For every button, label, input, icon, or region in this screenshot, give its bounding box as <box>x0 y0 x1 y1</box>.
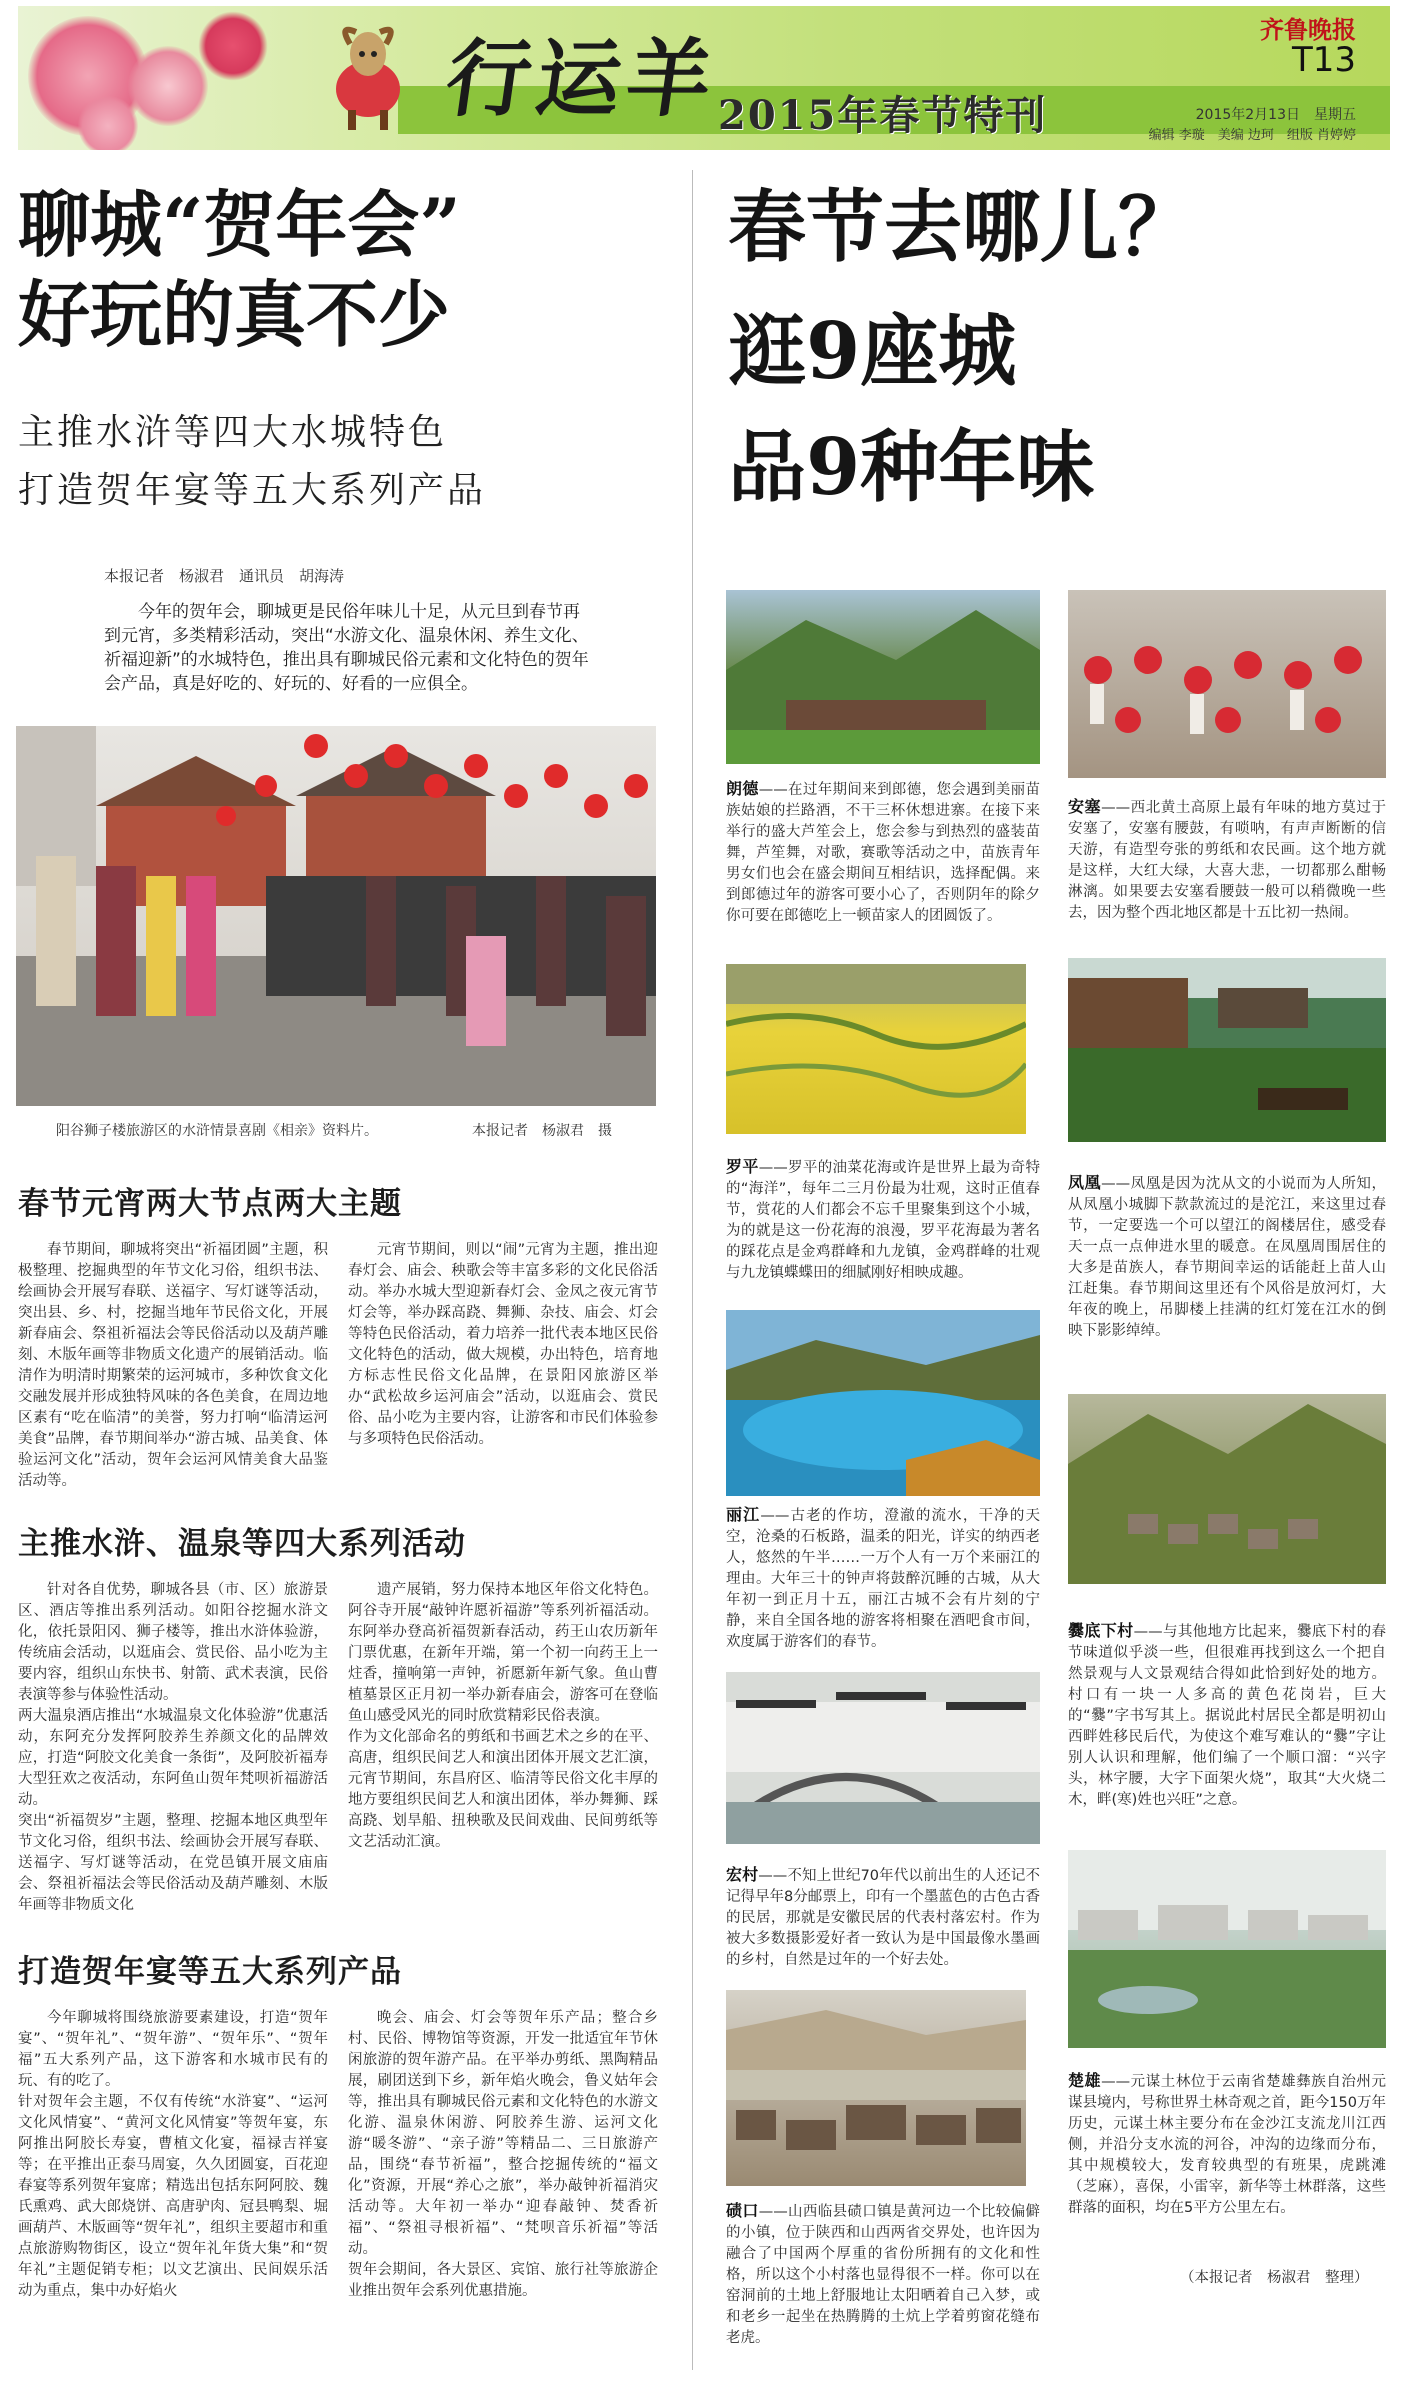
special-edition-label: 2015年春节特刊 <box>718 92 1048 139</box>
article-column: 晚会、庙会、灯会等贺年乐产品；整合乡村、民俗、博物馆等资源，开发一批适宜年节休闲旅游的贺年游产品。在平举办剪纸、黑陶精品展，刷团送到下乡，新年焰火晚会，鲁义姑年会等，推出具有聊城民俗元素和文化特色的水游文化游、温泉休闲游、阿胶养生游、运河文化游“暖冬游”、“亲子游”等精品二、三日旅游产品，围绕“春节祈福”，整合挖掘传统的“福文化”资源，开展“养心之旅”，举办敲钟祈福消灾活动等。大年初一举办“迎春敲钟、焚香祈福”、“祭祖寻根祈福”、“梵呗音乐祈福”等活动。 贺年会期间，各大景区、宾馆、旅行社等旅游企业推出贺年会系列优惠措施。 <box>348 2010 658 2299</box>
right-headline-line3: 品9种年味 <box>728 422 1095 513</box>
destination-name: 安塞 <box>1068 797 1102 816</box>
destination-text: ——古老的作坊，澄澈的流水，干净的天空，沧桑的石板路，温柔的阳光，详实的纳西老人，悠然的午半……一万个人有一万个来丽江的理由。大年三十的钟声将鼓醉沉睡的古城，从大年初一到正月十五，丽江古城不会有片刻的宁静，来自全国各地的游客将相聚在酒吧食市间，欢度属于游客们的春节。 <box>726 1508 1040 1650</box>
destination-text: ——西北黄土高原上最有年味的地方莫过于安塞了，安塞有腰鼓，有唢呐，有声声断断的信天游，有造型夸张的剪纸和农民画。这个地方就是这样，大红大绿，大喜大悲，一切都那么酣畅淋漓。如果要去安塞看腰鼓一般可以稍微晚一些去，因为整个西北地区都是十五比初一热闹。 <box>1068 800 1386 921</box>
destination-name: 凤凰 <box>1068 1173 1102 1192</box>
destination-fenghuang <box>1068 1172 1386 1342</box>
column-title: 行运羊 <box>440 29 725 128</box>
destination-hongcun <box>726 1864 1040 1971</box>
destination-ansai <box>1068 796 1386 924</box>
fenghuang-photo <box>1068 958 1386 1142</box>
qikou-photo <box>726 1990 1026 2186</box>
destination-name: 罗平 <box>726 1157 759 1176</box>
article-column: 春节期间，聊城将突出“祈福团圆”主题，积极整理、挖掘典型的年节文化习俗，组织书法、绘画协会开展写春联、送福字、写灯谜等活动，突出县、乡、村，挖掘当地年节民俗文化，开展新春庙会、祭祖祈福法会等民俗活动以及葫芦雕刻、木版年画等非物质文化遗产的展销活动。临清作为明清时期繁荣的运河城市，多种饮食文化交融发展并形成独特风味的各色美食，在周边地区素有“吃在临清”的美誉，努力打响“临清运河美食”品牌，春节期间举办“游古城、品美食、体验运河文化”活动，贺年会运河风情美食大品鉴活动等。 <box>18 1242 328 1489</box>
column-divider <box>692 170 693 2370</box>
destination-text: ——元谋土林位于云南省楚雄彝族自治州元谋县境内，号称世界土林奇观之首，距今150万年历史，元谋土林主要分布在金沙江支流龙川江西侧，并沿分支水流的河谷，冲沟的边缘而分布，其中规模较大，发育较典型的有班果，虎跳滩（芝麻），喜保，小雷宰，新华等土林群落，这些群落的面积，均在5平方公里左右。 <box>1068 2074 1386 2216</box>
destination-qikou <box>726 2200 1040 2349</box>
lead-paragraph: 今年的贺年会，聊城更是民俗年味儿十足，从元旦到春节再到元宵，多类精彩活动，突出“水游文化、温泉休闲、养生文化、祈福迎新”的水城特色，推出具有聊城民俗元素和文化特色的贺年会产品，真是好吃的、好玩的、好看的一应俱全。 <box>104 602 589 694</box>
destination-chuxiong <box>1068 2070 1386 2219</box>
issue-date: 2015年2月13日 星期五 <box>1195 107 1356 123</box>
reporter-credit: （本报记者 杨淑君 整理） <box>1180 2270 1369 2286</box>
right-headline-line2: 逛9座城 <box>728 306 1017 397</box>
article-column: 元宵节期间，则以“闹”元宵为主题，推出迎春灯会、庙会、秧歌会等丰富多彩的文化民俗活动。举办水城大型迎新春灯会、金凤之夜元宵节灯会等，举办踩高跷、舞狮、杂技、庙会、灯会等特色民俗活动，着力培养一批代表本地区民俗文化特色的活动，做大规模，办出特色，培育地方标志性民俗文化品牌，在景阳冈旅游区举办“武松故乡运河庙会”活动，以逛庙会、赏民俗、品小吃为主要内容，让游客和市民们体验参与多项特色民俗活动。 <box>348 1242 658 1447</box>
destination-text: ——在过年期间来到郎德，您会遇到美丽苗族姑娘的拦路酒，不干三杯休想进寨。在接下来举行的盛大芦笙会上，您会参与到热烈的盛装苗舞，芦笙舞，对歌，赛歌等活动之中，苗族青年男女们也会在盛会期间互相结识，选择配偶。来到郎德过年的游客可要小心了，否则阴年的除夕你可要在郎德吃上一顿苗家人的团圆饭了。 <box>726 782 1040 924</box>
left-subhead-line1: 主推水浒等四大水城特色 <box>18 412 448 453</box>
page-number: T13 <box>1291 40 1356 80</box>
section-title: 打造贺年宴等五大系列产品 <box>18 1954 402 1990</box>
chuxiong-photo <box>1068 1850 1386 2048</box>
left-headline-line2: 好玩的真不少 <box>18 272 451 357</box>
right-headline-line1: 春节去哪儿？ <box>728 182 1197 273</box>
byline: 本报记者 杨淑君 通讯员 胡海涛 <box>104 567 345 585</box>
destination-cuandixia <box>1068 1620 1386 1811</box>
section-title: 主推水浒、温泉等四大系列活动 <box>18 1526 466 1562</box>
article-column: 针对各自优势，聊城各县（市、区）旅游景区、酒店等推出系列活动。如阳谷挖掘水浒文化，依托景阳冈、狮子楼等，推出水浒体验游，传统庙会活动，以逛庙会、赏民俗、品小吃为主要内容，组织山东快书、射箭、武术表演，民俗表演等参与体验性活动。 两大温泉酒店推出“水城温泉文化体验游”优惠活动，东阿充分发挥阿胶养生养颜文化的品牌效应，打造“阿胶文化美食一条街”，及阿胶祈福寿大型狂欢之夜活动，东阿鱼山贺年梵呗祈福游活动。 突出“祈福贺岁”主题，整理、挖掘本地区典型年节文化习俗，组织书法、绘画协会开展写春联、送福字、写灯谜等活动，在党邑镇开展文庙庙会、祭祖祈福法会等民俗活动及葫芦雕刻、木版年画等非物质文化 <box>18 1582 328 1913</box>
left-headline-line1: 聊城“贺年会” <box>18 182 461 267</box>
opera-performance-photo <box>16 726 656 1106</box>
section-title: 春节元宵两大节点两大主题 <box>18 1186 402 1222</box>
article-column: 今年聊城将围绕旅游要素建设，打造“贺年宴”、“贺年礼”、“贺年游”、“贺年乐”、“贺年福”五大系列产品，这下游客和水城市民有的玩、有的吃了。 针对贺年会主题，不仅有传统“水浒宴”、“运河文化风情宴”、“黄河文化风情宴”等贺年宴，东阿推出阿胶长寿宴，曹植文化宴，福禄吉祥宴等；在平推出正泰马周宴，久久团圆宴，百花迎春宴等系列贺年宴席；精选出包括东阿阿胶、魏氏熏鸡、武大郎烧饼、高唐驴肉、冠县鸭梨、堀画葫芦、木版画等“贺年礼”，组织主要超市和重点旅游购物街区，设立“贺年礼年货大集”和“贺年礼”主题促销专柜；以文艺演出、民间娱乐活动为重点，集中办好焰火 <box>18 2010 328 2299</box>
luoping-photo <box>726 964 1026 1134</box>
left-subhead-line2: 打造贺年宴等五大系列产品 <box>18 470 487 511</box>
ansai-photo <box>1068 590 1386 778</box>
sheep-icon <box>318 14 418 134</box>
newspaper-name: 齐鲁晚报 <box>1260 15 1356 44</box>
destination-name: 楚雄 <box>1068 2071 1102 2090</box>
destination-text: ——山西临县碛口镇是黄河边一个比较偏僻的小镇，位于陕西和山西两省交界处，也许因为融合了中国两个厚重的省份所拥有的文化和性格，所以这个小村落也显得很不一样。你可以在窑洞前的土地上舒服地让太阳晒着自己入梦，或和老乡一起坐在热腾腾的土炕上学着剪窗花缝布老虎。 <box>726 2204 1040 2346</box>
hongcun-photo <box>726 1672 1040 1844</box>
langde-photo <box>726 590 1040 764</box>
destination-text: ——与其他地方比起来，爨底下村的春节味道似乎淡一些，但很难再找到这么一个把自然景观与人文景观结合得如此恰到好处的地方。村口有一块一人多高的黄色花岗岩，巨大的“爨”字书写其上。据说此村居民全都是明初山西畔姓移民后代，为使这个难写难认的“爨”字让别人认识和理解，他们编了一个顺口溜：“兴字头，林字腰，大字下面架火烧”，取其“大火烧二木，畔(寒)姓也兴旺”之意。 <box>1068 1624 1386 1808</box>
lijiang-photo <box>726 1310 1040 1496</box>
article-column: 遗产展销，努力保持本地区年俗文化特色。阿谷寺开展“敲钟许愿祈福游”等系列祈福活动。东阿举办登高祈福贺新春活动，药王山农历新年门票优惠，在新年开端，第一个初一向药王上一炷香，撞响第一声钟，祈愿新年新气象。鱼山曹植墓景区正月初一举办新春庙会，游客可在登临鱼山感受风光的同时欣赏精彩民俗表演。 作为文化部命名的剪纸和书画艺术之乡的在平、高唐，组织民间艺人和演出团体开展文艺汇演，元宵节期间，东昌府区、临清等民俗文化丰厚的地方要组织民间艺人和演出团体，举办舞狮、踩高跷、划旱船、扭秧歌及民间戏曲、民间剪纸等文艺活动汇演。 <box>348 1582 658 1850</box>
flower-decoration <box>78 96 138 150</box>
photo-caption: 阳谷狮子楼旅游区的水浒情景喜剧《相亲》资料片。 <box>56 1123 378 1139</box>
destination-name: 宏村 <box>726 1865 759 1884</box>
editor-credits: 编辑 李璇 美编 边珂 组版 肖婷婷 <box>1148 128 1356 143</box>
flower-decoration <box>128 46 208 126</box>
destination-name: 爨底下村 <box>1068 1621 1134 1640</box>
destination-luoping <box>726 1156 1040 1284</box>
destination-name: 碛口 <box>726 2201 759 2220</box>
flower-decoration <box>198 11 268 81</box>
photo-credit: 本报记者 杨淑君 摄 <box>472 1123 612 1139</box>
cuandixia-photo <box>1068 1394 1386 1584</box>
destination-name: 丽江 <box>726 1505 761 1524</box>
destination-text: ——不知上世纪70年代以前出生的人还记不记得早年8分邮票上，印有一个墨蓝色的古色古香的民居，那就是安徽民居的代表村落宏村。作为被大多数摄影爱好者一致认为是中国最像水墨画的乡村，自然是过年的一个好去处。 <box>726 1868 1040 1968</box>
header-banner <box>18 6 1390 150</box>
destination-langde <box>726 778 1040 927</box>
destination-text: ——罗平的油菜花海或许是世界上最为奇特的“海洋”，每年二三月份最为壮观，这时正值春节，赏花的人们都会不忘千里聚集到这个小城，为的就是这一份花海的浪漫，罗平花海最为著名的踩花点是金鸡群峰和九龙镇，金鸡群峰的壮观与九龙镇蝶蝶田的细腻刚好相映成趣。 <box>726 1160 1040 1281</box>
destination-name: 朗德 <box>726 779 759 798</box>
destination-text: ——凤凰是因为沈从文的小说而为人所知，从凤凰小城脚下款款流过的是沱江，来这里过春节，一定要选一个可以望江的阁楼居住，感受春天一点一点伸进水里的暖意。在凤凰周围居住的大多是苗族人，春节期间幸运的话能赶上苗人山江赶集。春节期间这里还有个风俗是放河灯，大年夜的晚上，吊脚楼上挂满的红灯笼在江水的倒映下影影绰绰。 <box>1068 1176 1386 1339</box>
destination-lijiang <box>726 1504 1040 1653</box>
